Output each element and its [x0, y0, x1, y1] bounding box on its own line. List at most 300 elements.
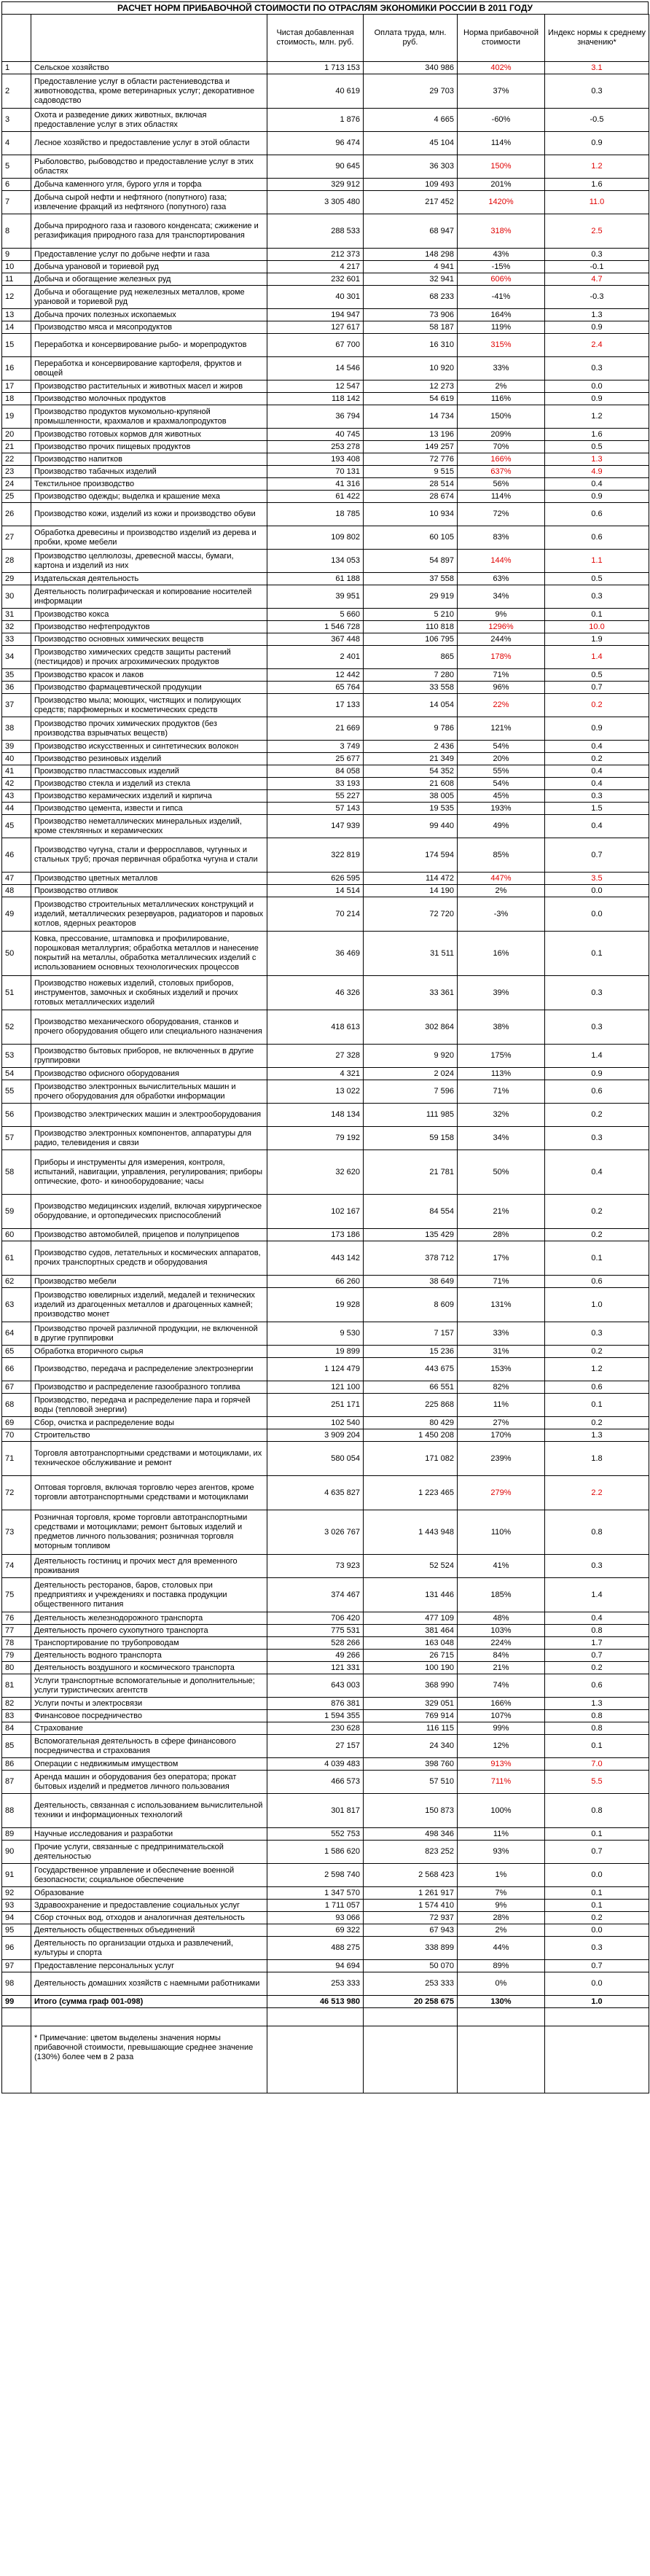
- row-norm: 71%: [458, 669, 545, 682]
- row-num: 47: [2, 873, 31, 885]
- row-num: 91: [2, 1864, 31, 1887]
- row-wages: 338 899: [364, 1937, 458, 1960]
- row-num: 97: [2, 1960, 31, 1972]
- row-index: 0.6: [545, 503, 649, 526]
- footnote-blank: [364, 2026, 458, 2093]
- row-wages: 14 190: [364, 885, 458, 897]
- row-value-added: 12 547: [267, 380, 364, 393]
- row-index: 0.6: [545, 1674, 649, 1698]
- row-num: 84: [2, 1722, 31, 1735]
- row-name: Страхование: [31, 1722, 267, 1735]
- row-wages: 163 048: [364, 1637, 458, 1650]
- row-wages: 57 510: [364, 1771, 458, 1794]
- table-body: [2, 62, 649, 1996]
- row-wages: 36 303: [364, 155, 458, 179]
- row-value-added: 253 333: [267, 1972, 364, 1996]
- row-norm: 21%: [458, 1195, 545, 1229]
- table-row: [2, 1381, 649, 1394]
- row-value-added: 232 601: [267, 273, 364, 286]
- row-value-added: 90 645: [267, 155, 364, 179]
- row-index: 0.5: [545, 669, 649, 682]
- footnote-blank: [545, 2026, 649, 2093]
- row-num: 35: [2, 669, 31, 682]
- row-value-added: 12 442: [267, 669, 364, 682]
- row-value-added: 84 058: [267, 765, 364, 778]
- row-num: 65: [2, 1346, 31, 1358]
- row-norm: 711%: [458, 1771, 545, 1794]
- row-wages: 4 941: [364, 261, 458, 273]
- row-index: 0.1: [545, 932, 649, 976]
- row-norm: 239%: [458, 1442, 545, 1476]
- row-value-added: 118 142: [267, 393, 364, 405]
- row-index: 0.0: [545, 1924, 649, 1937]
- table-row: [2, 1637, 649, 1650]
- row-norm: 32%: [458, 1104, 545, 1127]
- row-name: Транспортирование по трубопроводам: [31, 1637, 267, 1650]
- row-index: 0.3: [545, 1555, 649, 1578]
- row-num: 74: [2, 1555, 31, 1578]
- table-row: [2, 109, 649, 132]
- row-num: 71: [2, 1442, 31, 1476]
- row-wages: 68 947: [364, 214, 458, 249]
- row-value-added: 148 134: [267, 1104, 364, 1127]
- row-index: 0.3: [545, 74, 649, 109]
- header-name: [31, 15, 267, 62]
- row-norm: 71%: [458, 1080, 545, 1104]
- row-name: Вспомогательная деятельность в сфере финансового посредничества и страхования: [31, 1735, 267, 1758]
- row-name: Обработка вторичного сырья: [31, 1346, 267, 1358]
- row-index: 0.2: [545, 1229, 649, 1241]
- spacer-cell: [364, 2008, 458, 2026]
- row-index: 1.8: [545, 1442, 649, 1476]
- total-index: 1.0: [545, 1996, 649, 2008]
- row-name: Добыча каменного угля, бурого угля и торфа: [31, 179, 267, 191]
- row-norm: 56%: [458, 478, 545, 491]
- row-index: 1.3: [545, 1698, 649, 1710]
- row-value-added: 134 053: [267, 550, 364, 573]
- row-index: 0.8: [545, 1625, 649, 1637]
- row-wages: 52 524: [364, 1555, 458, 1578]
- row-index: 1.6: [545, 429, 649, 441]
- row-index: 0.4: [545, 778, 649, 790]
- table-row: [2, 334, 649, 357]
- row-index: 0.3: [545, 585, 649, 609]
- row-name: Сельское хозяйство: [31, 62, 267, 74]
- row-num: 51: [2, 976, 31, 1010]
- row-norm: 131%: [458, 1288, 545, 1322]
- row-value-added: 21 669: [267, 717, 364, 741]
- row-num: 69: [2, 1417, 31, 1429]
- row-value-added: 3 026 767: [267, 1510, 364, 1555]
- data-table: [1, 14, 649, 2093]
- row-value-added: 1 347 570: [267, 1887, 364, 1900]
- row-value-added: 212 373: [267, 249, 364, 261]
- row-wages: 477 109: [364, 1612, 458, 1625]
- row-name: Текстильное производство: [31, 478, 267, 491]
- header-norm: Норма прибавочной стоимости: [458, 15, 545, 62]
- table-row: [2, 405, 649, 429]
- row-wages: 368 990: [364, 1674, 458, 1698]
- row-norm: 89%: [458, 1960, 545, 1972]
- row-value-added: 288 533: [267, 214, 364, 249]
- row-index: 0.9: [545, 717, 649, 741]
- row-wages: 50 070: [364, 1960, 458, 1972]
- row-norm: 34%: [458, 1127, 545, 1150]
- row-name: Добыча и обогащение руд нежелезных металлов, кроме урановой и ториевой руд: [31, 286, 267, 309]
- row-wages: 135 429: [364, 1229, 458, 1241]
- row-name: Деятельность, связанная с использованием вычислительной техники и информационных технологий: [31, 1794, 267, 1828]
- row-name: Добыча урановой и ториевой руд: [31, 261, 267, 273]
- row-num: 42: [2, 778, 31, 790]
- table-row: [2, 1674, 649, 1698]
- row-name: Строительство: [31, 1429, 267, 1442]
- row-wages: 54 352: [364, 765, 458, 778]
- row-name: Прочие услуги, связанные с предпринимательской деятельностью: [31, 1841, 267, 1864]
- row-name: Производство целлюлозы, древесной массы, бумаги, картона и изделий из них: [31, 550, 267, 573]
- table-row: [2, 1104, 649, 1127]
- row-wages: 174 594: [364, 838, 458, 873]
- row-wages: 37 558: [364, 573, 458, 585]
- row-value-added: 39 951: [267, 585, 364, 609]
- row-wages: 10 920: [364, 357, 458, 380]
- row-index: 0.1: [545, 1241, 649, 1276]
- row-num: 8: [2, 214, 31, 249]
- row-value-added: 418 613: [267, 1010, 364, 1045]
- row-index: 0.3: [545, 1937, 649, 1960]
- row-value-added: 580 054: [267, 1442, 364, 1476]
- row-name: Производство медицинских изделий, включая хирургическое оборудование, и ортопедических приспособлений: [31, 1195, 267, 1229]
- row-name: Добыча природного газа и газового конденсата; сжижение и регазификация природного газа для транспортирования: [31, 214, 267, 249]
- row-norm: 103%: [458, 1625, 545, 1637]
- row-index: 1.7: [545, 1637, 649, 1650]
- row-value-added: 643 003: [267, 1674, 364, 1698]
- row-norm: -15%: [458, 261, 545, 273]
- row-wages: 148 298: [364, 249, 458, 261]
- footnote-row: [2, 2026, 649, 2093]
- row-name: Операции с недвижимым имуществом: [31, 1758, 267, 1771]
- row-value-added: 19 899: [267, 1346, 364, 1358]
- row-wages: 1 443 948: [364, 1510, 458, 1555]
- row-index: 0.6: [545, 1080, 649, 1104]
- row-norm: 34%: [458, 585, 545, 609]
- row-index: 0.4: [545, 765, 649, 778]
- row-value-added: 2 401: [267, 646, 364, 669]
- row-value-added: 173 186: [267, 1229, 364, 1241]
- row-name: Деятельность домашних хозяйств с наемными работниками: [31, 1972, 267, 1996]
- row-num: 89: [2, 1828, 31, 1841]
- table-row: [2, 932, 649, 976]
- row-name: Производство пластмассовых изделий: [31, 765, 267, 778]
- row-wages: 29 703: [364, 74, 458, 109]
- row-wages: 149 257: [364, 441, 458, 453]
- row-wages: 7 596: [364, 1080, 458, 1104]
- row-index: 0.2: [545, 1417, 649, 1429]
- table-row: [2, 466, 649, 478]
- row-name: Здравоохранение и предоставление социальных услуг: [31, 1900, 267, 1912]
- row-wages: 31 511: [364, 932, 458, 976]
- row-index: 0.2: [545, 1346, 649, 1358]
- row-index: -0.1: [545, 261, 649, 273]
- row-name: Оптовая торговля, включая торговлю через агентов, кроме торговли автотранспортными средствами и мотоциклами: [31, 1476, 267, 1510]
- row-num: 93: [2, 1900, 31, 1912]
- row-num: 43: [2, 790, 31, 803]
- row-value-added: 40 745: [267, 429, 364, 441]
- row-name: Сбор, очистка и распределение воды: [31, 1417, 267, 1429]
- row-wages: 109 493: [364, 179, 458, 191]
- table-row: [2, 1195, 649, 1229]
- row-value-added: 13 022: [267, 1080, 364, 1104]
- row-wages: 2 568 423: [364, 1864, 458, 1887]
- row-num: 44: [2, 803, 31, 815]
- row-num: 76: [2, 1612, 31, 1625]
- row-name: Предоставление услуг по добыче нефти и газа: [31, 249, 267, 261]
- row-norm: 7%: [458, 1887, 545, 1900]
- row-num: 17: [2, 380, 31, 393]
- footnote-blank: [2, 2026, 31, 2093]
- row-num: 49: [2, 897, 31, 932]
- row-index: 2.4: [545, 334, 649, 357]
- row-wages: 100 190: [364, 1662, 458, 1674]
- row-index: 0.5: [545, 573, 649, 585]
- row-value-added: 4 217: [267, 261, 364, 273]
- row-wages: 865: [364, 646, 458, 669]
- table-row: [2, 1229, 649, 1241]
- row-value-added: 36 469: [267, 932, 364, 976]
- row-index: 0.0: [545, 1972, 649, 1996]
- row-value-added: 18 785: [267, 503, 364, 526]
- row-index: 1.1: [545, 550, 649, 573]
- row-value-added: 102 540: [267, 1417, 364, 1429]
- row-norm: 178%: [458, 646, 545, 669]
- row-name: Производство химических средств защиты растений (пестицидов) и прочих агрохимических продуктов: [31, 646, 267, 669]
- row-wages: 9 920: [364, 1045, 458, 1068]
- row-value-added: 2 598 740: [267, 1864, 364, 1887]
- row-name: Производство механического оборудования, станков и прочего оборудования общего или специального назначения: [31, 1010, 267, 1045]
- row-norm: 85%: [458, 838, 545, 873]
- row-num: 3: [2, 109, 31, 132]
- row-index: 0.7: [545, 682, 649, 694]
- row-num: 62: [2, 1276, 31, 1288]
- row-value-added: 93 066: [267, 1912, 364, 1924]
- row-value-added: 67 700: [267, 334, 364, 357]
- row-value-added: 193 408: [267, 453, 364, 466]
- row-wages: 72 776: [364, 453, 458, 466]
- row-index: 0.4: [545, 815, 649, 838]
- row-norm: 55%: [458, 765, 545, 778]
- row-index: 0.3: [545, 1010, 649, 1045]
- row-name: Услуги транспортные вспомогательные и дополнительные; услуги туристических агентств: [31, 1674, 267, 1698]
- row-name: Производство прочих химических продуктов (без производства взрывчатых веществ): [31, 717, 267, 741]
- row-index: 0.9: [545, 132, 649, 155]
- row-name: Производство автомобилей, прицепов и полуприцепов: [31, 1229, 267, 1241]
- row-index: 1.2: [545, 405, 649, 429]
- row-num: 31: [2, 609, 31, 621]
- row-num: 4: [2, 132, 31, 155]
- row-norm: 63%: [458, 573, 545, 585]
- row-norm: 1296%: [458, 621, 545, 633]
- spacer-cell: [2, 2008, 31, 2026]
- table-row: [2, 585, 649, 609]
- row-wages: 116 115: [364, 1722, 458, 1735]
- row-wages: 2 436: [364, 741, 458, 753]
- table-row: [2, 1887, 649, 1900]
- row-num: 36: [2, 682, 31, 694]
- table-row: [2, 1578, 649, 1612]
- row-num: 59: [2, 1195, 31, 1229]
- row-num: 79: [2, 1650, 31, 1662]
- row-norm: -60%: [458, 109, 545, 132]
- total-row: [2, 1996, 649, 2008]
- row-value-added: 33 193: [267, 778, 364, 790]
- table-row: [2, 62, 649, 74]
- row-norm: 82%: [458, 1381, 545, 1394]
- row-value-added: 3 749: [267, 741, 364, 753]
- row-num: 34: [2, 646, 31, 669]
- table-row: [2, 1735, 649, 1758]
- row-norm: 72%: [458, 503, 545, 526]
- row-index: 0.9: [545, 321, 649, 334]
- row-value-added: 147 939: [267, 815, 364, 838]
- table-row: [2, 790, 649, 803]
- row-value-added: 73 923: [267, 1555, 364, 1578]
- row-name: Производство мяса и мясопродуктов: [31, 321, 267, 334]
- row-name: Деятельность по организации отдыха и развлечений, культуры и спорта: [31, 1937, 267, 1960]
- row-name: Издательская деятельность: [31, 573, 267, 585]
- row-index: 0.8: [545, 1510, 649, 1555]
- row-value-added: 70 214: [267, 897, 364, 932]
- row-num: 80: [2, 1662, 31, 1674]
- row-name: Добыча прочих полезных ископаемых: [31, 309, 267, 321]
- table-row: [2, 1698, 649, 1710]
- row-name: Деятельность гостиниц и прочих мест для временного проживания: [31, 1555, 267, 1578]
- row-wages: 7 157: [364, 1322, 458, 1346]
- table-row: [2, 694, 649, 717]
- footnote-blank: [458, 2026, 545, 2093]
- row-wages: 67 943: [364, 1924, 458, 1937]
- row-wages: 5 210: [364, 609, 458, 621]
- row-norm: 44%: [458, 1937, 545, 1960]
- row-norm: 70%: [458, 441, 545, 453]
- row-index: 0.9: [545, 491, 649, 503]
- row-index: 0.0: [545, 897, 649, 932]
- table-row: [2, 261, 649, 273]
- row-norm: 2%: [458, 380, 545, 393]
- row-index: 0.1: [545, 1394, 649, 1417]
- table-row: [2, 976, 649, 1010]
- row-name: Производство цветных металлов: [31, 873, 267, 885]
- table-row: [2, 273, 649, 286]
- row-wages: 21 349: [364, 753, 458, 765]
- row-name: Производство красок и лаков: [31, 669, 267, 682]
- row-num: 54: [2, 1068, 31, 1080]
- row-value-added: 41 316: [267, 478, 364, 491]
- row-num: 7: [2, 191, 31, 214]
- row-value-added: 27 328: [267, 1045, 364, 1068]
- row-num: 32: [2, 621, 31, 633]
- row-index: 0.3: [545, 790, 649, 803]
- table-row: [2, 179, 649, 191]
- row-num: 40: [2, 753, 31, 765]
- table-header-row: [2, 15, 649, 62]
- row-index: 1.2: [545, 1358, 649, 1381]
- row-wages: 38 005: [364, 790, 458, 803]
- row-value-added: 102 167: [267, 1195, 364, 1229]
- row-num: 27: [2, 526, 31, 550]
- table-row: [2, 503, 649, 526]
- row-name: Производство прочей различной продукции, не включенной в другие группировки: [31, 1322, 267, 1346]
- row-index: 0.6: [545, 526, 649, 550]
- row-name: Деятельность железнодорожного транспорта: [31, 1612, 267, 1625]
- table-row: [2, 1841, 649, 1864]
- table-row: [2, 1276, 649, 1288]
- footnote: * Примечание: цветом выделены значения нормы прибавочной стоимости, превышающие среднее значение (130%) более чем в 2 раза: [31, 2026, 267, 2093]
- row-wages: 1 223 465: [364, 1476, 458, 1510]
- row-index: 0.0: [545, 1864, 649, 1887]
- table-row: [2, 393, 649, 405]
- row-norm: 170%: [458, 1429, 545, 1442]
- row-num: 19: [2, 405, 31, 429]
- row-value-added: 322 819: [267, 838, 364, 873]
- row-wages: 21 781: [364, 1150, 458, 1195]
- row-index: 10.0: [545, 621, 649, 633]
- row-norm: 28%: [458, 1229, 545, 1241]
- row-num: 94: [2, 1912, 31, 1924]
- row-wages: 302 864: [364, 1010, 458, 1045]
- row-wages: 8 609: [364, 1288, 458, 1322]
- row-value-added: 40 301: [267, 286, 364, 309]
- row-name: Производство, передача и распределение электроэнергии: [31, 1358, 267, 1381]
- row-wages: 68 233: [364, 286, 458, 309]
- row-index: 0.8: [545, 1722, 649, 1735]
- row-value-added: 36 794: [267, 405, 364, 429]
- row-index: 0.2: [545, 694, 649, 717]
- row-name: Рыболовство, рыбоводство и предоставление услуг в этих областях: [31, 155, 267, 179]
- row-wages: 110 818: [364, 621, 458, 633]
- table-row: [2, 1442, 649, 1476]
- row-index: 0.6: [545, 1381, 649, 1394]
- footnote-blank: [267, 2026, 364, 2093]
- row-num: 56: [2, 1104, 31, 1127]
- row-num: 33: [2, 633, 31, 646]
- row-value-added: 301 817: [267, 1794, 364, 1828]
- table-row: [2, 1612, 649, 1625]
- table-row: [2, 1828, 649, 1841]
- table-row: [2, 1722, 649, 1735]
- row-name: Производство кожи, изделий из кожи и производство обуви: [31, 503, 267, 526]
- row-norm: 606%: [458, 273, 545, 286]
- row-num: 66: [2, 1358, 31, 1381]
- row-index: 0.4: [545, 478, 649, 491]
- row-norm: 21%: [458, 1662, 545, 1674]
- table-row: [2, 1960, 649, 1972]
- row-name: Производство офисного оборудования: [31, 1068, 267, 1080]
- row-index: 0.2: [545, 1912, 649, 1924]
- row-name: Производство цемента, извести и гипса: [31, 803, 267, 815]
- row-value-added: 876 381: [267, 1698, 364, 1710]
- table-row: [2, 621, 649, 633]
- row-norm: 110%: [458, 1510, 545, 1555]
- table-row: [2, 838, 649, 873]
- row-value-added: 775 531: [267, 1625, 364, 1637]
- table-row: [2, 885, 649, 897]
- row-name: Производство строительных металлических конструкций и изделий, металлических резервуаров, радиаторов и паровых котлов, ядерных реакторов: [31, 897, 267, 932]
- row-index: 1.0: [545, 1288, 649, 1322]
- row-norm: 119%: [458, 321, 545, 334]
- row-wages: 329 051: [364, 1698, 458, 1710]
- row-index: 0.4: [545, 1612, 649, 1625]
- row-index: 0.1: [545, 1735, 649, 1758]
- row-index: 0.7: [545, 838, 649, 873]
